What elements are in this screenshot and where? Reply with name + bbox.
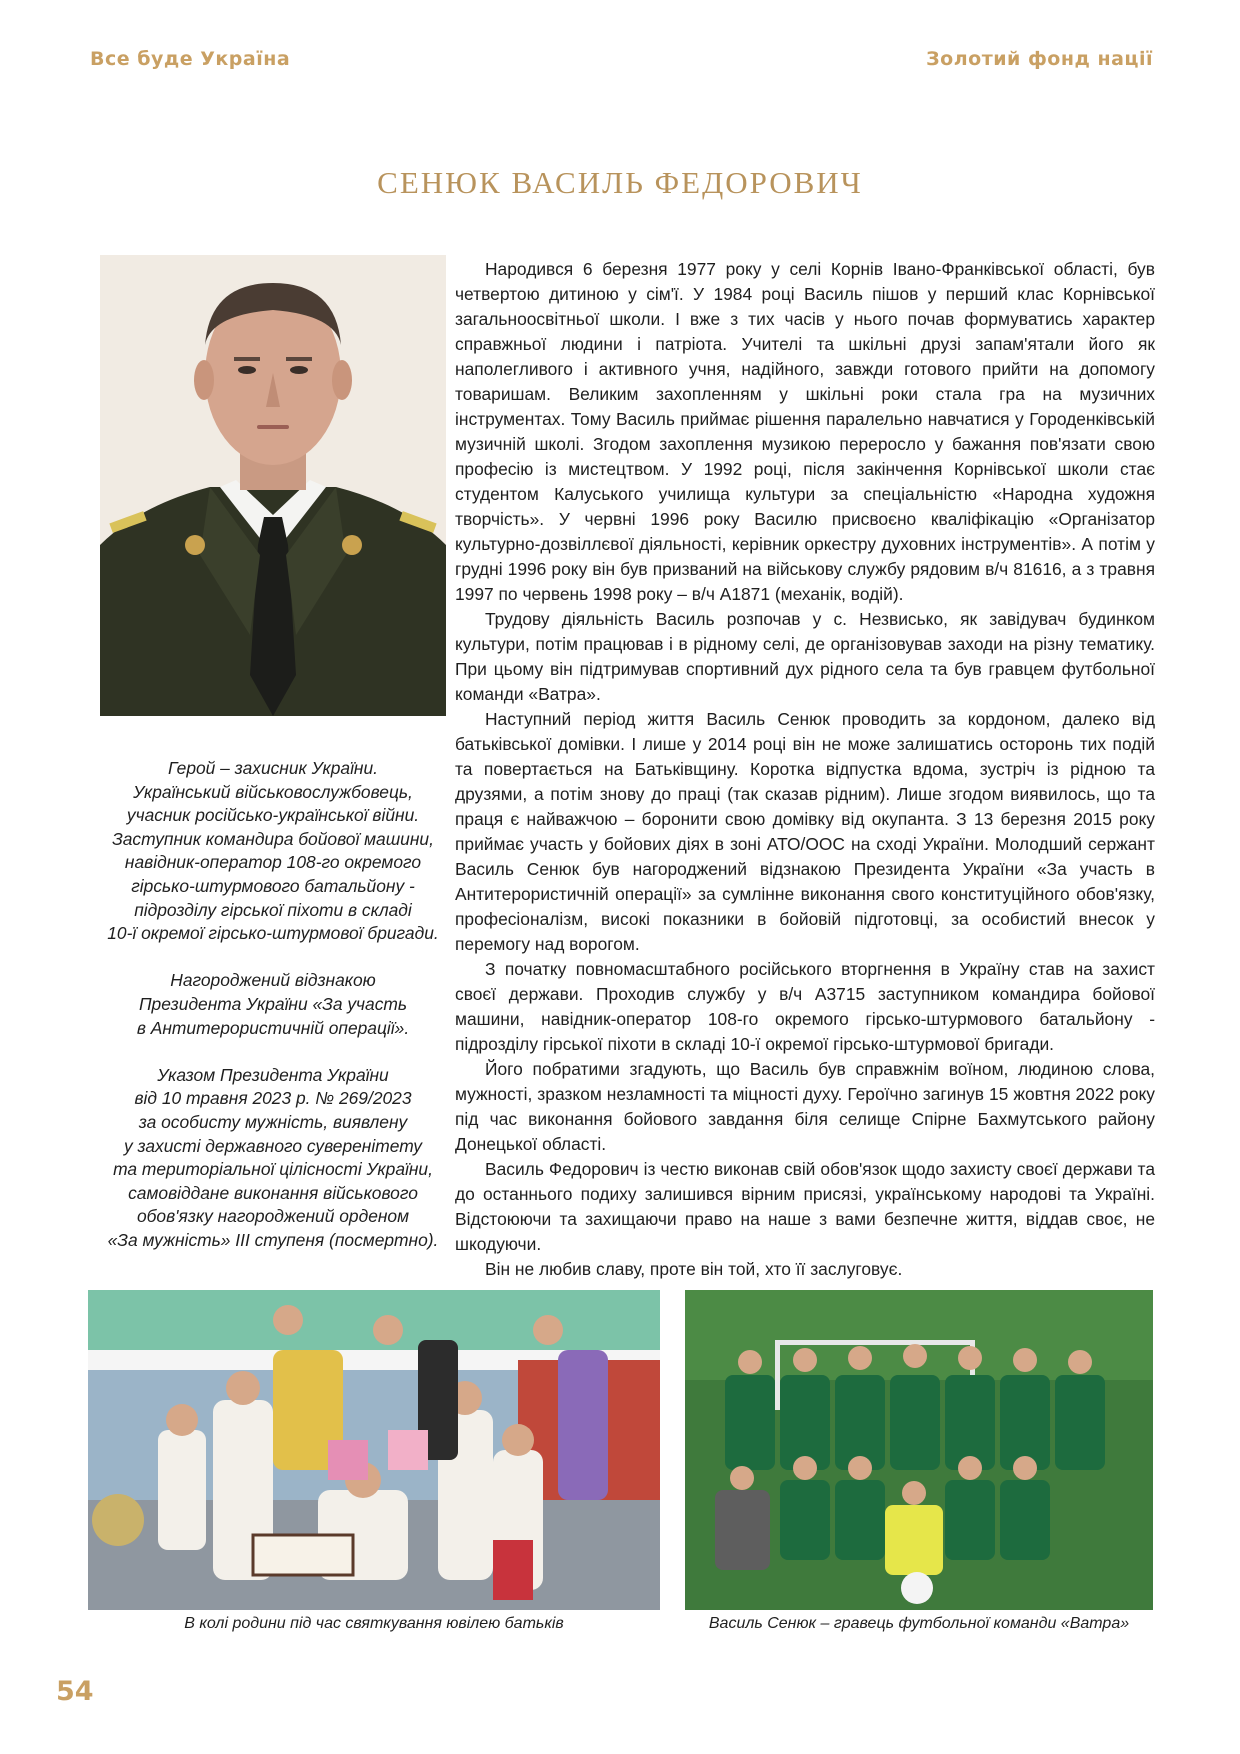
family-photo-caption: В колі родини під час святкування ювілею батьків xyxy=(184,1615,564,1632)
running-header-right: Золотий фонд нації xyxy=(926,48,1153,70)
caption-line: гірсько-штурмового батальйону - xyxy=(131,875,415,896)
body-paragraph: З початку повномасштабного російського вторгнення в Україну став на захист своєї держави. Проходив службу у в/ч А3715 заступником командира бойової машини, навідник-оператор 108-го окремого гірсько-штурмового батальйону - підрозділу гірської піхоти в складі 10-ї окремої гірсько-штурмової бригади. xyxy=(455,959,1155,1054)
caption-line: Президента України «За участь xyxy=(138,993,408,1014)
caption-line: підрозділу гірської піхоти в складі xyxy=(134,899,412,920)
body-paragraph: Наступний період життя Василь Сенюк проводить за кордоном, далеко від батьківської домівки. І лише у 2014 році він не може залишатись осторонь тих подій та повертається на Батьківщину. Коротка відпустка вдома, зустріч із рідною та друзями, а потім знову до праці (так сказав рідним). Лише згодом виявилось, що та праця є найважчою – боронити свою домівку від окупанта. З 13 березня 2015 року приймає участь у бойових діях в зоні АТО/ООС на сході України. Молодший сержант Василь Сенюк був нагороджений відзнакою Президента України «За участь в Антитерористичній операції» за сумлінне виконання свого конституційного обов'язку, професіоналізм, високі показники в бойовій підготовці, за особистий внесок у перемогу над ворогом. xyxy=(455,709,1155,954)
caption-line: Герой – захисник України. xyxy=(167,758,379,778)
page-title: СЕНЮК ВАСИЛЬ ФЕДОРОВИЧ xyxy=(377,165,863,200)
caption-line: Указом Президента України xyxy=(157,1064,389,1085)
caption-line: за особисту мужність, виявлену xyxy=(138,1111,408,1132)
biography-text xyxy=(455,257,1155,1282)
caption-line: учасник російсько-української війни. xyxy=(126,805,420,826)
caption-line: 10-ї окремої гірсько-штурмової бригади. xyxy=(107,923,439,944)
caption-line: обов'язку нагороджений орденом xyxy=(136,1206,410,1227)
family-photo xyxy=(88,1290,660,1610)
caption-line: Нагороджений відзнакою xyxy=(170,970,376,991)
hero-caption xyxy=(92,757,454,1252)
caption-line: Заступник командира бойової машини, xyxy=(112,828,434,849)
caption-line: та територіальної цілісності України, xyxy=(113,1159,433,1180)
caption-line: в Антитерористичній операції». xyxy=(136,1017,410,1038)
page-number: 54 xyxy=(56,1676,94,1707)
running-header-left: Все буде Україна xyxy=(90,48,291,70)
caption-line: «За мужність» ІІІ ступеня (посмертно). xyxy=(107,1229,439,1250)
body-paragraph: Василь Федорович із честю виконав свій обов'язок щодо захисту своєї держави та до останнього подиху залишився вірним присязі, українському народові та Україні. Відстоюючи та захищаючи право на наше з вами безпечне життя, віддав своє, не шкодуючи. xyxy=(455,1159,1155,1254)
caption-line: самовіддане виконання військового xyxy=(128,1182,418,1203)
football-team-photo xyxy=(685,1290,1153,1610)
caption-line: від 10 травня 2023 р. № 269/2023 xyxy=(134,1088,412,1109)
body-paragraph: Трудову діяльність Василь розпочав у с. Незвисько, як завідувач будинком культури, потім працював і в рідному селі, де організовував заходи на різну тематику. При цьому він підтримував спортивний дух рідного села та був гравцем футбольної команди «Ватра». xyxy=(455,609,1155,704)
football-team-photo-caption: Василь Сенюк – гравець футбольної команди «Ватра» xyxy=(708,1615,1130,1632)
caption-line: у захисті державного суверенітету xyxy=(123,1135,423,1156)
body-paragraph: Народився 6 березня 1977 року у селі Корнів Івано-Франківської області, був четвертою дитиною у сім'ї. У 1984 році Василь пішов у перший клас Корнівської загальноосвітньої школи. І вже з тих часів у нього почав формуватись характер справжньої людини і патріота. Учителі та шкільні друзі запам'ятали його як наполегливого і активного учня, надійного, завжди готового прийти на допомогу товаришам. Великим захопленням у шкільні роки стала гра на музичних інструментах. Тому Василь приймає рішення паралельно навчатися у Городенківській музичній школі. Згодом захоплення музикою переросло у бажання пов'язати свою професію із мистецтвом. У 1992 році, після закінчення Корнівської школи стає студентом Калуського училища культури за спеціальністю «Народна художня творчість». У червні 1996 року Василю присвоєно кваліфікацію «Організатор культурно-дозвіллєвої діяльності, керівник оркестру духовних інструментів». А потім у грудні 1996 року він був призваний на військову службу рядовим в/ч 81616, а з травня 1997 по червень 1998 року – в/ч А1871 (механік, водій). xyxy=(455,259,1155,604)
caption-line: Український військовослужбовець, xyxy=(133,781,413,802)
body-paragraph: Він не любив славу, проте він той, хто її заслуговує. xyxy=(485,1259,903,1279)
portrait-photo xyxy=(100,255,446,716)
body-paragraph: Його побратими згадують, що Василь був справжнім воїном, людиною слова, мужності, зразком незламності та міцності духу. Героїчно загинув 15 жовтня 2022 року під час виконання бойового завдання біля селище Спірне Бахмутського району Донецької області. xyxy=(455,1059,1155,1154)
caption-line: навідник-оператор 108-го окремого xyxy=(124,852,422,873)
